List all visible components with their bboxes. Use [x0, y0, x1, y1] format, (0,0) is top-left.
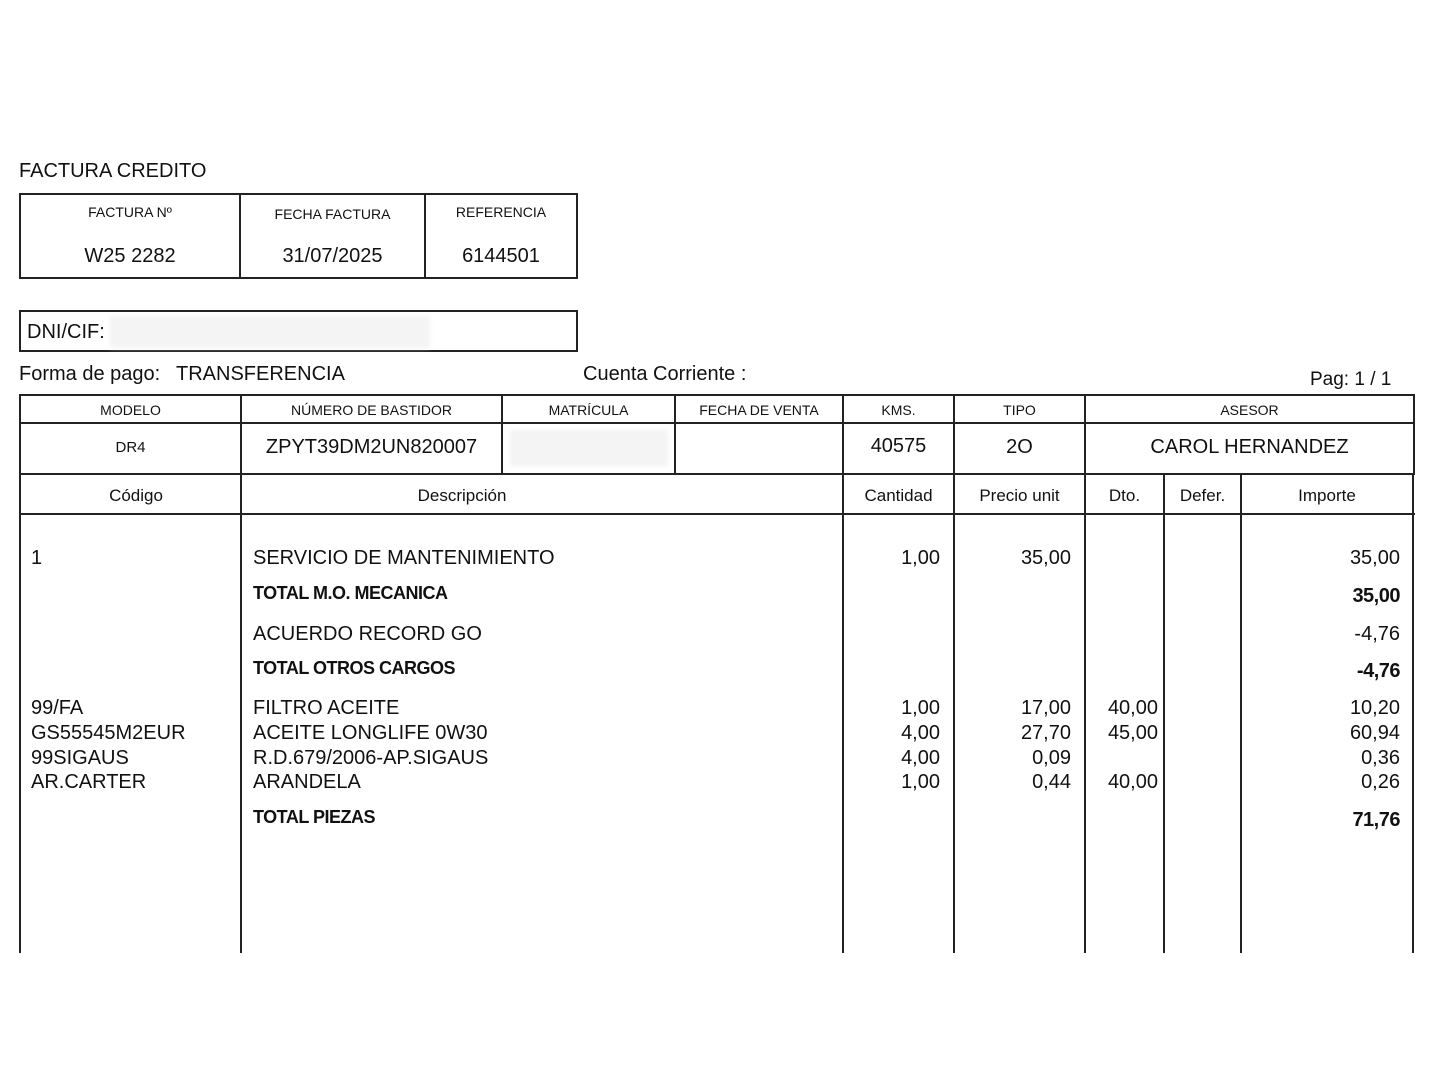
col-header-asesor: ASESOR — [1220, 402, 1279, 418]
col-header-descripcion: Descripción — [417, 486, 507, 505]
payment-method-label: Forma de pago: — [19, 363, 161, 385]
vehicle-modelo: DR4 — [115, 439, 146, 456]
divider — [19, 422, 1415, 424]
table-border-right — [1412, 473, 1414, 953]
col-header-codigo: Código — [109, 486, 163, 505]
reference-value: 6144501 — [462, 245, 540, 267]
row-dto: 40,00 — [1107, 771, 1158, 793]
row-descripcion: SERVICIO DE MANTENIMIENTO — [253, 547, 555, 569]
invoice-number-label: FACTURA Nº — [88, 204, 172, 220]
redacted-matricula — [510, 430, 668, 466]
row-codigo: GS55545M2EUR — [31, 722, 186, 744]
row-cantidad: 1,00 — [901, 771, 940, 793]
row-descripcion: TOTAL M.O. MECANICA — [253, 583, 448, 603]
col-header-fecha-venta: FECHA DE VENTA — [699, 402, 819, 418]
reference-label: REFERENCIA — [455, 204, 547, 220]
row-importe: -4,76 — [1356, 660, 1400, 682]
row-dto: 40,00 — [1107, 697, 1158, 719]
row-cantidad: 4,00 — [901, 722, 940, 744]
row-cantidad: 4,00 — [901, 747, 940, 769]
row-descripcion: TOTAL OTROS CARGOS — [253, 658, 456, 678]
col-header-dto: Dto. — [1108, 486, 1141, 505]
row-descripcion: FILTRO ACEITE — [253, 697, 400, 719]
col-header-cantidad: Cantidad — [864, 486, 933, 505]
col-header-tipo: TIPO — [1003, 402, 1036, 418]
row-importe: 0,36 — [1361, 747, 1400, 769]
row-precio: 27,70 — [1020, 722, 1071, 744]
divider — [240, 473, 242, 953]
row-precio: 0,44 — [1032, 771, 1071, 793]
row-cantidad: 1,00 — [901, 547, 940, 569]
row-precio: 35,00 — [1020, 547, 1071, 569]
row-precio: 0,09 — [1032, 747, 1071, 769]
row-importe: 60,94 — [1349, 722, 1400, 744]
invoice-number-value: W25 2282 — [84, 245, 176, 267]
table-border-left — [19, 473, 21, 953]
row-descripcion: TOTAL PIEZAS — [253, 807, 376, 827]
invoice-date-label: FECHA FACTURA — [274, 206, 391, 222]
col-header-modelo: MODELO — [100, 402, 161, 418]
row-importe: 35,00 — [1352, 585, 1400, 607]
row-importe: 10,20 — [1349, 697, 1400, 719]
row-descripcion: ACUERDO RECORD GO — [253, 623, 482, 645]
row-descripcion: R.D.679/2006-AP.SIGAUS — [253, 747, 489, 769]
payment-method-value: TRANSFERENCIA — [176, 363, 345, 385]
row-cantidad: 1,00 — [901, 697, 940, 719]
row-importe: -4,76 — [1354, 623, 1400, 645]
dni-label: DNI/CIF: — [27, 321, 105, 343]
divider — [19, 473, 1415, 475]
vehicle-kms: 40575 — [870, 435, 927, 457]
row-codigo: 99/FA — [31, 697, 84, 719]
row-descripcion: ACEITE LONGLIFE 0W30 — [253, 722, 488, 744]
row-importe: 0,26 — [1361, 771, 1400, 793]
vehicle-bastidor: ZPYT39DM2UN820007 — [265, 436, 478, 458]
redacted-dni — [110, 316, 430, 348]
col-header-bastidor: NÚMERO DE BASTIDOR — [290, 402, 452, 418]
col-header-defer: Defer. — [1179, 486, 1226, 505]
account-label: Cuenta Corriente : — [583, 363, 747, 385]
page-number: Pag: 1 / 1 — [1310, 369, 1392, 390]
document-title: FACTURA CREDITO — [19, 160, 207, 182]
divider — [1163, 473, 1165, 953]
col-header-importe: Importe — [1298, 486, 1356, 505]
vehicle-tipo: 2O — [1006, 436, 1033, 458]
row-importe: 71,76 — [1352, 809, 1400, 831]
row-importe: 35,00 — [1349, 547, 1400, 569]
row-codigo: 1 — [31, 547, 43, 569]
row-codigo: AR.CARTER — [31, 771, 147, 793]
invoice-date-value: 31/07/2025 — [282, 245, 383, 267]
row-descripcion: ARANDELA — [253, 771, 361, 793]
col-header-kms: KMS. — [881, 402, 916, 418]
col-header-matricula: MATRÍCULA — [548, 402, 629, 418]
vehicle-asesor: CAROL HERNANDEZ — [1150, 436, 1349, 458]
row-codigo: 99SIGAUS — [31, 747, 129, 769]
divider — [19, 513, 1415, 515]
col-header-precio: Precio unit — [979, 486, 1060, 505]
row-precio: 17,00 — [1020, 697, 1071, 719]
row-dto: 45,00 — [1107, 722, 1158, 744]
